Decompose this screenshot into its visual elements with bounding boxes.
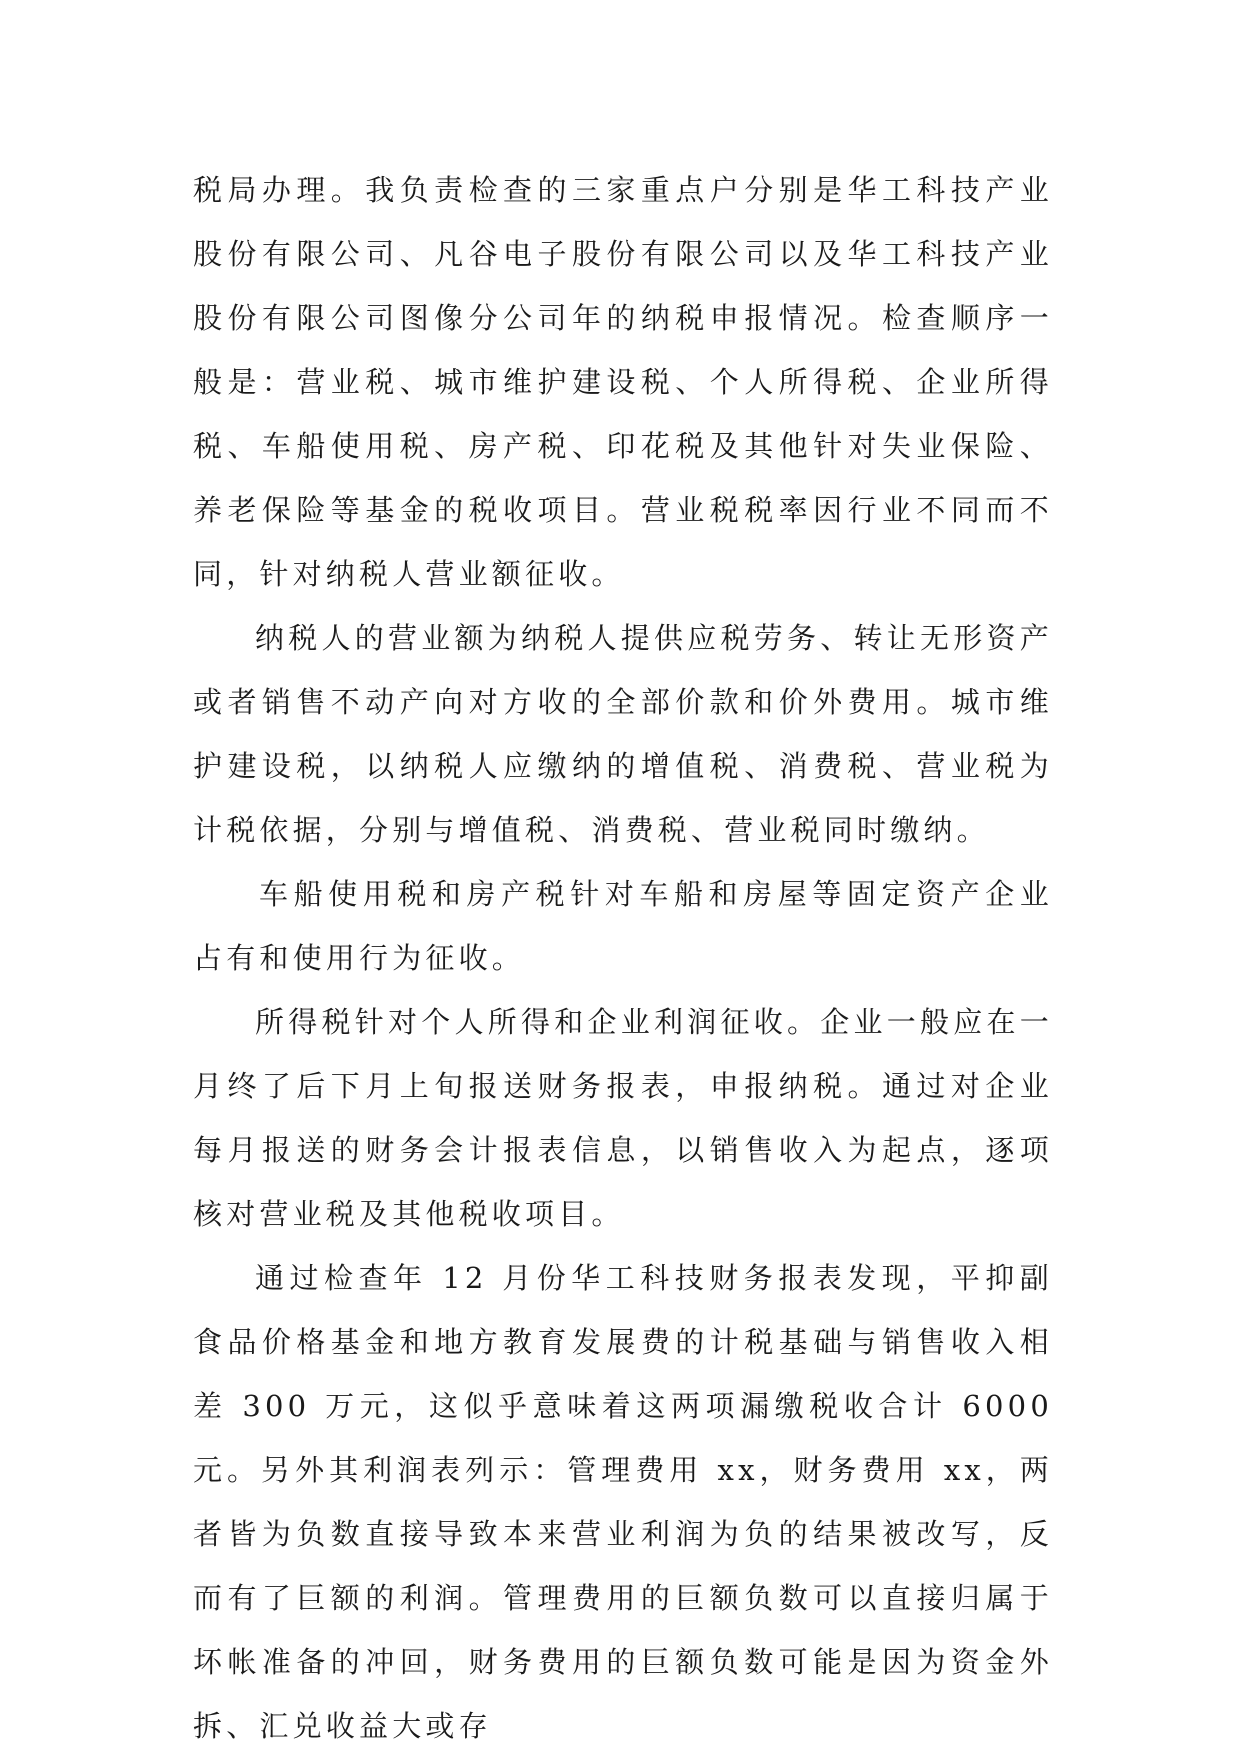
paragraph-5: 通过检查年 12 月份华工科技财务报表发现，平抑副食品价格基金和地方教育发展费的计税基础与销售收入相差 300 万元，这似乎意味着这两项漏缴税收合计 6000 元。另外其利润表列示：管理费用 xx，财务费用 xx，两者皆为负数直接导致本来营业利润为负的结果被改写，反而有了巨额的利润。管理费用的巨额负数可以直接归属于坏帐准备的冲回，财务费用的巨额负数可能是因为资金外拆、汇兑收益大或存 (193, 1261, 1053, 1743)
paragraph-3: 车船使用税和房产税针对车船和房屋等固定资产企业占有和使用行为征收。 (193, 877, 1053, 975)
paragraph-4: 所得税针对个人所得和企业利润征收。企业一般应在一月终了后下月上旬报送财务报表，申报纳税。通过对企业每月报送的财务会计报表信息，以销售收入为起点，逐项核对营业税及其他税收项目。 (193, 1005, 1053, 1231)
paragraph-2: 纳税人的营业额为纳税人提供应税劳务、转让无形资产或者销售不动产向对方收的全部价款和价外费用。城市维护建设税，以纳税人应缴纳的增值税、消费税、营业税为计税依据，分别与增值税、消费税、营业税同时缴纳。 (193, 621, 1053, 847)
paragraph-1: 税局办理。我负责检查的三家重点户分别是华工科技产业股份有限公司、凡谷电子股份有限公司以及华工科技产业股份有限公司图像分公司年的纳税申报情况。检查顺序一般是：营业税、城市维护建设税、个人所得税、企业所得税、车船使用税、房产税、印花税及其他针对失业保险、养老保险等基金的税收项目。营业税税率因行业不同而不同，针对纳税人营业额征收。 (193, 173, 1053, 591)
document-body (193, 158, 1053, 1758)
